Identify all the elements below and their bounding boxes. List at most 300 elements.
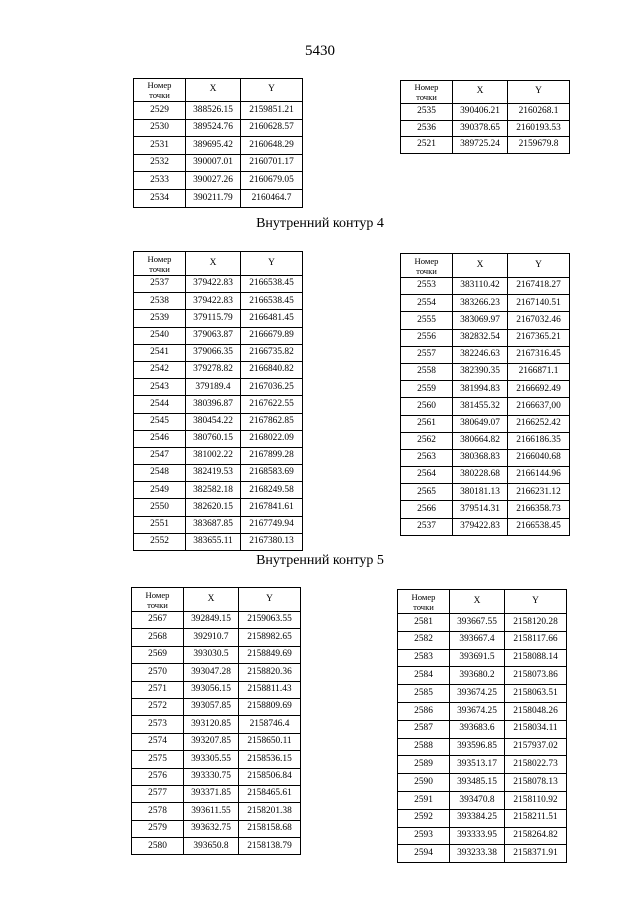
table-row [132,785,301,802]
cell-x: 393056.15 [184,681,239,698]
cell-y: 2167622.55 [241,396,303,413]
cell-x: 393683.6 [450,720,505,738]
cell-point-number: 2540 [134,327,186,344]
table-row [401,398,570,415]
cell-point-number: 2588 [398,738,450,756]
table-row [134,327,303,344]
table-header-row [134,79,303,102]
cell-y: 2167749.94 [241,516,303,533]
cell-x: 393371.85 [184,785,239,802]
cell-y: 2160193.53 [508,120,570,137]
cell-point-number: 2521 [401,137,453,154]
cell-point-number: 2568 [132,629,184,646]
cell-x: 390211.79 [186,189,241,207]
cell-x: 390406.21 [453,104,508,121]
cell-y: 2166871.1 [508,363,570,380]
cell-x: 381994.83 [453,381,508,398]
cell-point-number: 2569 [132,646,184,663]
cell-point-number: 2567 [132,612,184,629]
cell-x: 379422.83 [453,518,508,535]
table-row [134,344,303,361]
table-row [134,413,303,430]
cell-point-number: 2550 [134,499,186,516]
table-row [401,449,570,466]
cell-x: 393120.85 [184,716,239,733]
cell-y: 2166679.89 [241,327,303,344]
cell-x: 393030.5 [184,646,239,663]
cell-x: 393596.85 [450,738,505,756]
table-header-row [134,252,303,276]
cell-x: 380181.13 [453,484,508,501]
cell-y: 2167365.21 [508,329,570,346]
cell-point-number: 2537 [134,276,186,293]
cell-y: 2157937.02 [505,738,567,756]
cell-point-number: 2572 [132,698,184,715]
cell-point-number: 2547 [134,447,186,464]
cell-x: 383266.23 [453,295,508,312]
cell-point-number: 2532 [134,154,186,172]
header-y: Y [508,254,570,278]
cell-x: 383110.42 [453,278,508,295]
header-point-number-line1: Номер [145,589,170,600]
cell-point-number: 2564 [401,467,453,484]
cell-x: 390007.01 [186,154,241,172]
cell-x: 390027.26 [186,172,241,190]
table-row [401,518,570,535]
table-row [132,768,301,785]
table-row [134,482,303,499]
table-row [401,381,570,398]
table-row [134,396,303,413]
header-point-number-line2: точки [149,90,170,100]
cell-y: 2167862.85 [241,413,303,430]
cell-point-number: 2578 [132,803,184,820]
cell-y: 2158063.51 [505,685,567,703]
cell-x: 392849.15 [184,612,239,629]
cell-y: 2158650.11 [239,733,301,750]
cell-x: 393667.4 [450,631,505,649]
cell-x: 383655.11 [186,533,241,550]
header-point-number-line1: Номер [147,80,172,90]
table-row [398,738,567,756]
cell-y: 2160464.7 [241,189,303,207]
cell-y: 2167316.45 [508,346,570,363]
cell-y: 2166735.82 [241,344,303,361]
cell-y: 2158022.73 [505,756,567,774]
cell-x: 381455.32 [453,398,508,415]
cell-point-number: 2555 [401,312,453,329]
cell-point-number: 2574 [132,733,184,750]
cell-y: 2158201.38 [239,803,301,820]
cell-point-number: 2535 [401,104,453,121]
cell-point-number: 2544 [134,396,186,413]
cell-x: 379066.35 [186,344,241,361]
table-row [401,467,570,484]
cell-x: 393650.8 [184,838,239,855]
table-header-row [132,588,301,612]
cell-y: 2158506.84 [239,768,301,785]
table-row [398,631,567,649]
cell-point-number: 2549 [134,482,186,499]
cell-y: 2168022.09 [241,430,303,447]
cell-y: 2158034.11 [505,720,567,738]
header-point-number-line2: точки [416,265,437,276]
header-point-number-line2: точки [416,92,437,102]
cell-y: 2166358.73 [508,501,570,518]
table-row [134,189,303,207]
cell-point-number: 2587 [398,720,450,738]
table-row [398,685,567,703]
cell-y: 2168583.69 [241,465,303,482]
coordinates-table [400,253,570,536]
cell-point-number: 2581 [398,614,450,632]
table-row [132,820,301,837]
cell-point-number: 2545 [134,413,186,430]
cell-point-number: 2539 [134,310,186,327]
table-row [132,664,301,681]
table-row [132,716,301,733]
cell-x: 380760.15 [186,430,241,447]
cell-y: 2158746.4 [239,716,301,733]
cell-point-number: 2570 [132,664,184,681]
cell-x: 379514.31 [453,501,508,518]
header-point-number [398,590,450,614]
cell-y: 2158088.14 [505,649,567,667]
cell-point-number: 2530 [134,119,186,137]
cell-y: 2168249.58 [241,482,303,499]
header-point-number [401,81,453,104]
cell-x: 393470.8 [450,791,505,809]
cell-point-number: 2571 [132,681,184,698]
cell-y: 2158849.69 [239,646,301,663]
table-row [398,827,567,845]
cell-y: 2166252.42 [508,415,570,432]
cell-y: 2167380.13 [241,533,303,550]
header-point-number [134,79,186,102]
cell-y: 2160628.57 [241,119,303,137]
table-row [401,312,570,329]
cell-y: 2158809.69 [239,698,301,715]
cell-point-number: 2553 [401,278,453,295]
table-row [398,774,567,792]
table-row [134,276,303,293]
cell-x: 393513.17 [450,756,505,774]
table-row [401,329,570,346]
cell-point-number: 2589 [398,756,450,774]
table-row [401,415,570,432]
cell-x: 393057.85 [184,698,239,715]
cell-point-number: 2583 [398,649,450,667]
cell-y: 2158110.92 [505,791,567,809]
cell-x: 389524.76 [186,119,241,137]
cell-y: 2166538.45 [241,293,303,310]
cell-y: 2160679.05 [241,172,303,190]
table-row [132,629,301,646]
table-row [134,361,303,378]
cell-y: 2158078.13 [505,774,567,792]
cell-point-number: 2582 [398,631,450,649]
table-row [134,137,303,155]
cell-y: 2158073.86 [505,667,567,685]
cell-y: 2158371.91 [505,845,567,863]
table-header-row [401,254,570,278]
cell-point-number: 2558 [401,363,453,380]
cell-y: 2159063.55 [239,612,301,629]
cell-y: 2158982.65 [239,629,301,646]
cell-x: 380368.83 [453,449,508,466]
header-y: Y [241,252,303,276]
table-row [134,102,303,120]
cell-x: 380396.87 [186,396,241,413]
table-row [132,681,301,698]
cell-point-number: 2594 [398,845,450,863]
cell-x: 393667.55 [450,614,505,632]
table-row [134,172,303,190]
cell-y: 2166144.96 [508,467,570,484]
cell-y: 2160701.17 [241,154,303,172]
cell-y: 2158536.15 [239,751,301,768]
cell-point-number: 2584 [398,667,450,685]
cell-point-number: 2554 [401,295,453,312]
header-x: X [186,79,241,102]
cell-point-number: 2556 [401,329,453,346]
cell-x: 380454.22 [186,413,241,430]
cell-x: 379063.87 [186,327,241,344]
table-row [401,346,570,363]
cell-point-number: 2541 [134,344,186,361]
header-point-number-line1: Номер [411,591,436,602]
header-x: X [453,81,508,104]
table-row [134,293,303,310]
cell-x: 379278.82 [186,361,241,378]
cell-x: 393384.25 [450,809,505,827]
table-row [401,120,570,137]
table-row [134,516,303,533]
cell-y: 2160268.1 [508,104,570,121]
cell-y: 2167036.25 [241,379,303,396]
table-row [132,698,301,715]
cell-x: 380664.82 [453,432,508,449]
table-row [132,733,301,750]
table-row [134,499,303,516]
cell-x: 379422.83 [186,276,241,293]
cell-y: 2167899.28 [241,447,303,464]
table-row [401,432,570,449]
table-row [132,646,301,663]
cell-y: 2166538.45 [241,276,303,293]
table-row [134,119,303,137]
cell-x: 393632.75 [184,820,239,837]
cell-x: 381002.22 [186,447,241,464]
table-row [401,295,570,312]
cell-x: 393611.55 [184,803,239,820]
header-point-number [132,588,184,612]
header-point-number [401,254,453,278]
table-row [134,379,303,396]
cell-x: 379422.83 [186,293,241,310]
cell-point-number: 2557 [401,346,453,363]
cell-point-number: 2534 [134,189,186,207]
table-row [132,751,301,768]
header-x: X [450,590,505,614]
cell-x: 392910.7 [184,629,239,646]
cell-x: 388526.15 [186,102,241,120]
cell-point-number: 2529 [134,102,186,120]
cell-x: 383687.85 [186,516,241,533]
table-row [398,702,567,720]
header-point-number-line1: Номер [147,253,172,264]
cell-x: 382620.15 [186,499,241,516]
cell-x: 393233.38 [450,845,505,863]
cell-point-number: 2565 [401,484,453,501]
cell-y: 2158158.68 [239,820,301,837]
cell-x: 382390.35 [453,363,508,380]
table-row [398,720,567,738]
table-row [401,137,570,154]
cell-point-number: 2586 [398,702,450,720]
cell-x: 393674.25 [450,685,505,703]
table-row [134,465,303,482]
header-y: Y [508,81,570,104]
header-point-number-line1: Номер [414,82,439,92]
cell-x: 389725.24 [453,137,508,154]
cell-point-number: 2531 [134,137,186,155]
header-point-number [134,252,186,276]
cell-y: 2166481.45 [241,310,303,327]
cell-point-number: 2533 [134,172,186,190]
cell-x: 393207.85 [184,733,239,750]
cell-y: 2158048.26 [505,702,567,720]
cell-point-number: 2593 [398,827,450,845]
cell-x: 383069.97 [453,312,508,329]
cell-x: 382832.54 [453,329,508,346]
coordinates-table [133,251,303,551]
section-title-contour-5: Внутренний контур 5 [256,553,384,568]
cell-y: 2158465.61 [239,785,301,802]
cell-y: 2166840.82 [241,361,303,378]
table-row [401,104,570,121]
cell-x: 382582.18 [186,482,241,499]
cell-point-number: 2559 [401,381,453,398]
cell-x: 382419.53 [186,465,241,482]
cell-y: 2159679.8 [508,137,570,154]
page-number: 5430 [305,43,335,59]
cell-y: 2158211.51 [505,809,567,827]
table-row [401,501,570,518]
table-row [134,310,303,327]
table-row [398,614,567,632]
cell-x: 379189.4 [186,379,241,396]
coordinates-table [397,589,567,863]
header-y: Y [241,79,303,102]
cell-point-number: 2573 [132,716,184,733]
header-point-number-line2: точки [147,599,168,610]
coordinates-table [133,78,303,208]
header-y: Y [239,588,301,612]
cell-y: 2159851.21 [241,102,303,120]
cell-point-number: 2542 [134,361,186,378]
table-row [132,838,301,855]
cell-x: 380228.68 [453,467,508,484]
table-row [401,484,570,501]
cell-point-number: 2543 [134,379,186,396]
cell-point-number: 2537 [401,518,453,535]
header-point-number-line2: точки [149,263,170,274]
cell-x: 393047.28 [184,664,239,681]
table-row [134,533,303,550]
cell-point-number: 2552 [134,533,186,550]
cell-point-number: 2546 [134,430,186,447]
cell-y: 2167418.27 [508,278,570,295]
table-header-row [398,590,567,614]
table-row [401,278,570,295]
cell-y: 2158820.36 [239,664,301,681]
cell-x: 393674.25 [450,702,505,720]
cell-point-number: 2538 [134,293,186,310]
cell-x: 393330.75 [184,768,239,785]
cell-y: 2167140.51 [508,295,570,312]
table-row [132,803,301,820]
coordinates-table [400,80,570,154]
section-title-contour-4: Внутренний контур 4 [256,216,384,231]
cell-x: 393680.2 [450,667,505,685]
cell-y: 2166538.45 [508,518,570,535]
cell-y: 2166637,00 [508,398,570,415]
table-row [132,612,301,629]
cell-point-number: 2551 [134,516,186,533]
cell-x: 382246.63 [453,346,508,363]
table-row [398,649,567,667]
cell-y: 2166692.49 [508,381,570,398]
cell-point-number: 2591 [398,791,450,809]
cell-x: 379115.79 [186,310,241,327]
cell-point-number: 2563 [401,449,453,466]
cell-point-number: 2580 [132,838,184,855]
cell-y: 2166231.12 [508,484,570,501]
cell-y: 2160648.29 [241,137,303,155]
cell-y: 2158811.43 [239,681,301,698]
table-row [398,845,567,863]
header-y: Y [505,590,567,614]
cell-y: 2167841.61 [241,499,303,516]
table-row [398,791,567,809]
cell-y: 2158120.28 [505,614,567,632]
table-row [134,447,303,464]
cell-point-number: 2562 [401,432,453,449]
table-header-row [401,81,570,104]
cell-y: 2166186.35 [508,432,570,449]
cell-point-number: 2579 [132,820,184,837]
cell-point-number: 2577 [132,785,184,802]
cell-y: 2158264.82 [505,827,567,845]
cell-x: 380649.07 [453,415,508,432]
table-row [398,667,567,685]
cell-y: 2158117.66 [505,631,567,649]
cell-point-number: 2560 [401,398,453,415]
cell-point-number: 2585 [398,685,450,703]
header-x: X [453,254,508,278]
cell-x: 393333.95 [450,827,505,845]
table-row [134,430,303,447]
header-point-number-line1: Номер [414,255,439,266]
cell-point-number: 2590 [398,774,450,792]
cell-y: 2167032.46 [508,312,570,329]
cell-point-number: 2576 [132,768,184,785]
coordinates-table [131,587,301,855]
cell-x: 389695.42 [186,137,241,155]
cell-x: 393485.15 [450,774,505,792]
header-x: X [186,252,241,276]
